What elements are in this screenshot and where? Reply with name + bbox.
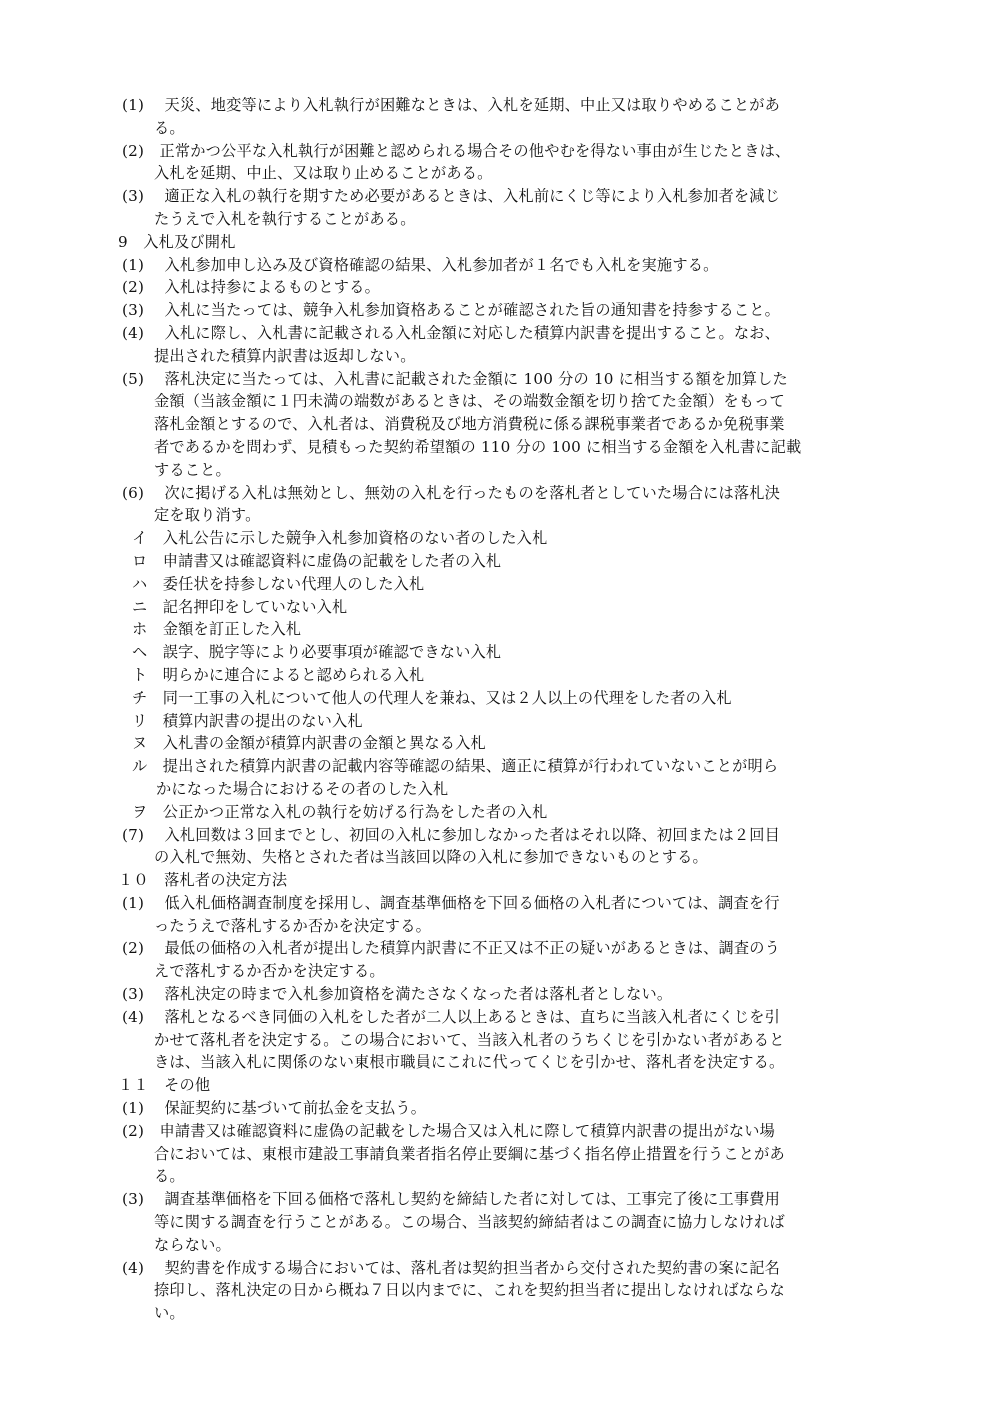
text-line: (4) 契約書を作成する場合においては、落札者は契約担当者から交付された契約書の案に記名 [122, 1258, 781, 1277]
text-line: １０ 落札者の決定方法 [118, 871, 288, 890]
text-line: (2) 入札は持参によるものとする。 [122, 278, 380, 297]
text-line: ニ 記名押印をしていない入札 [132, 597, 348, 616]
text-line: リ 積算内訳書の提出のない入札 [132, 711, 363, 730]
text-line: (6) 次に掲げる入札は無効とし、無効の入札を行ったものを落札者としていた場合には落札決 [122, 483, 781, 502]
text-line: 者であるかを問わず、見積もった契約希望額の 110 分の 100 に相当する金額を入札書に記載 [154, 437, 802, 456]
text-line: 定を取り消す。 [154, 506, 261, 525]
text-line: すること。 [154, 460, 231, 479]
text-line: えで落札するか否かを決定する。 [154, 962, 385, 981]
text-line: (7) 入札回数は３回までとし、初回の入札に参加しなかった者はそれ以降、初回または２回目 [122, 825, 781, 844]
text-line: 9 入札及び開札 [118, 232, 236, 251]
text-line: 提出された積算内訳書は返却しない。 [154, 346, 416, 365]
text-line: かになった場合におけるその者のした入札 [156, 779, 449, 798]
text-line: の入札で無効、失格とされた者は当該回以降の入札に参加できないものとする。 [154, 848, 708, 867]
text-line: (2) 正常かつ公平な入札執行が困難と認められる場合その他やむを得ない事由が生じたときは、 [122, 141, 791, 160]
text-line: (3) 入札に当たっては、競争入札参加資格あることが確認された旨の通知書を持参すること。 [122, 301, 781, 320]
text-line: (5) 落札決定に当たっては、入札書に記載された金額に 100 分の 10 に相当する額を加算した [122, 369, 788, 388]
text-line: (1) 低入札価格調査制度を採用し、調査基準価格を下回る価格の入札者については、調査を行 [122, 893, 780, 912]
text-line: 金額（当該金額に１円未満の端数があるときは、その端数金額を切り捨てた金額）をもって [154, 392, 785, 411]
text-line: チ 同一工事の入札について他人の代理人を兼ね、又は２人以上の代理をした者の入札 [132, 688, 732, 707]
text-line: (3) 適正な入札の執行を期すため必要があるときは、入札前にくじ等により入札参加者を減じ [122, 187, 781, 206]
text-line: (1) 天災、地変等により入札執行が困難なときは、入札を延期、中止又は取りやめることがあ [122, 96, 781, 114]
text-line: ホ 金額を訂正した入札 [132, 620, 302, 639]
text-line: ヲ 公正かつ正常な入札の執行を妨げる行為をした者の入札 [132, 802, 548, 821]
text-line: ならない。 [154, 1235, 231, 1254]
text-line: (3) 落札決定の時まで入札参加資格を満たさなくなった者は落札者としない。 [122, 985, 673, 1004]
text-line: ヌ 入札書の金額が積算内訳書の金額と異なる入札 [132, 734, 486, 753]
text-line: 合においては、東根市建設工事請負業者指名停止要綱に基づく指名停止措置を行うことがあ [154, 1144, 785, 1163]
text-line: 入札を延期、中止、又は取り止めることがある。 [154, 164, 493, 183]
text-line: る。 [154, 118, 185, 137]
text-line: たうえで入札を執行することがある。 [154, 209, 416, 228]
text-line: (4) 入札に際し、入札書に記載される入札金額に対応した積算内訳書を提出すること。なお、 [122, 323, 781, 342]
text-line: ハ 委任状を持参しない代理人のした入札 [132, 574, 425, 593]
text-line: (3) 調査基準価格を下回る価格で落札し契約を締結した者に対しては、工事完了後に工事費用 [122, 1190, 781, 1209]
text-line: 捺印し、落札決定の日から概ね７日以内までに、これを契約担当者に提出しなければならな [154, 1281, 785, 1300]
text-line: (4) 落札となるべき同価の入札をした者が二人以上あるときは、直ちに当該入札者にくじを引 [122, 1007, 781, 1026]
text-line: かせて落札者を決定する。この場合において、当該入札者のうちくじを引かない者があると [154, 1030, 785, 1049]
text-line: (1) 入札参加申し込み及び資格確認の結果、入札参加者が１名でも入札を実施する。 [122, 255, 719, 274]
text-line: きは、当該入札に関係のない東根市職員にこれに代ってくじを引かせ、落札者を決定する。 [154, 1053, 785, 1072]
text-line: (2) 申請書又は確認資料に虚偽の記載をした場合又は入札に際して積算内訳書の提出がない場 [122, 1121, 776, 1140]
text-line: 落札金額とするので、入札者は、消費税及び地方消費税に係る課税事業者であるか免税事業 [154, 415, 785, 434]
text-line: ル 提出された積算内訳書の記載内容等確認の結果、適正に積算が行われていないことが明ら [132, 757, 779, 776]
document-page [118, 94, 888, 1325]
text-line: (1) 保証契約に基づいて前払金を支払う。 [122, 1099, 427, 1118]
text-line: ったうえで落札するか否かを決定する。 [154, 916, 431, 935]
text-line: る。 [154, 1167, 185, 1186]
text-line: い。 [154, 1304, 185, 1323]
text-line: イ 入札公告に示した競争入札参加資格のない者のした入札 [132, 529, 548, 548]
text-line: ト 明らかに連合によると認められる入札 [132, 665, 425, 684]
text-line: ロ 申請書又は確認資料に虚偽の記載をした者の入札 [132, 551, 502, 570]
text-line: １１ その他 [118, 1076, 211, 1095]
text-line: 等に関する調査を行うことがある。この場合、当該契約締結者はこの調査に協力しなければ [154, 1213, 785, 1232]
text-line: (2) 最低の価格の入札者が提出した積算内訳書に不正又は不正の疑いがあるときは、調査のう [122, 939, 781, 958]
text-line: ヘ 誤字、脱字等により必要事項が確認できない入札 [132, 643, 502, 662]
